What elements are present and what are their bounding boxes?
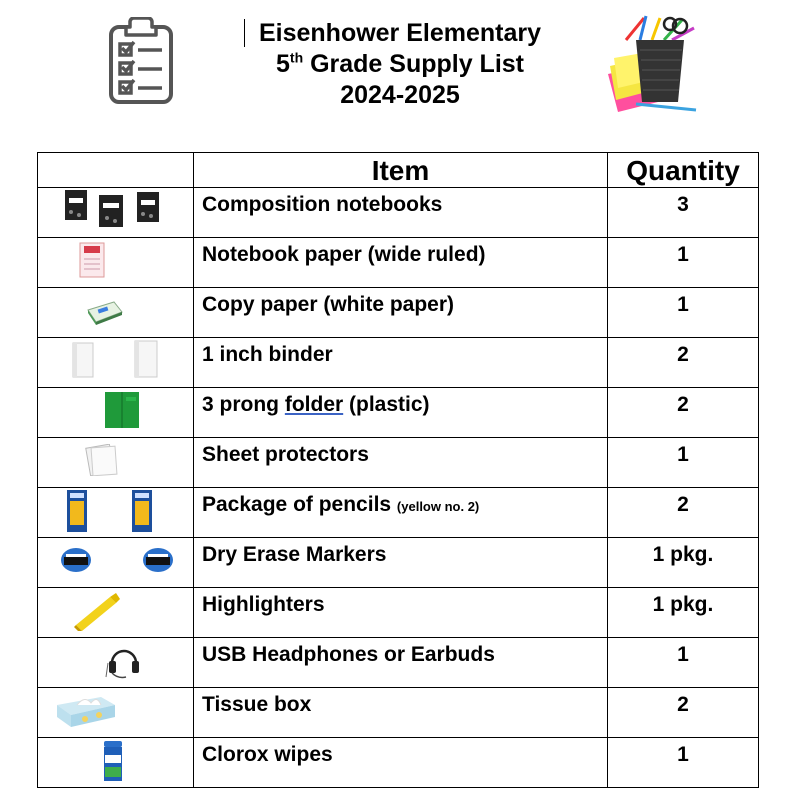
table-row <box>38 188 759 238</box>
item-quantity: 1 <box>608 438 759 488</box>
item-name: Sheet protectors <box>194 438 608 488</box>
grade-suffix: th <box>289 49 304 66</box>
table-row <box>38 488 759 538</box>
table-row <box>38 638 759 688</box>
table-row <box>38 588 759 638</box>
item-quantity: 1 <box>608 738 759 788</box>
item-column-header: Item <box>194 153 608 188</box>
clorox-wipes-icon <box>102 739 124 783</box>
item-name: Notebook paper (wide ruled) <box>194 238 608 288</box>
highlighter-icon <box>72 591 122 631</box>
pencil-cup-icon <box>606 14 700 114</box>
item-quantity: 1 <box>608 288 759 338</box>
quantity-column-header: Quantity <box>608 153 759 188</box>
green-folder-icon <box>104 391 140 429</box>
item-name: 1 inch binder <box>194 338 608 388</box>
table-row <box>38 538 759 588</box>
item-name: Composition notebooks <box>194 188 608 238</box>
sheet-protector-icon <box>82 444 122 476</box>
item-quantity: 2 <box>608 688 759 738</box>
item-quantity: 3 <box>608 188 759 238</box>
table-row <box>38 738 759 788</box>
dry-erase-marker-icon <box>60 546 176 576</box>
notebook-paper-icon <box>78 241 108 279</box>
item-name: Clorox wipes <box>194 738 608 788</box>
clipboard-checklist-icon <box>108 17 174 105</box>
item-quantity: 1 pkg. <box>608 588 759 638</box>
table-row <box>38 338 759 388</box>
item-name: Tissue box <box>194 688 608 738</box>
page-header <box>0 0 793 140</box>
table-row <box>38 388 759 438</box>
item-quantity: 1 <box>608 638 759 688</box>
item-name: Copy paper (white paper) <box>194 288 608 338</box>
item-quantity: 2 <box>608 488 759 538</box>
school-name: Eisenhower Elementary <box>258 19 542 47</box>
supply-table <box>37 152 759 788</box>
image-column-header <box>38 153 194 188</box>
table-row <box>38 238 759 288</box>
item-name: 3 prong folder (plastic) <box>194 388 608 438</box>
headphones-icon <box>104 643 144 679</box>
item-quantity: 1 <box>608 238 759 288</box>
table-row <box>38 438 759 488</box>
tissue-box-icon <box>55 693 117 729</box>
item-name: USB Headphones or Earbuds <box>194 638 608 688</box>
table-header-row <box>38 153 759 188</box>
item-name: Package of pencils (yellow no. 2) <box>194 488 608 538</box>
pencil-pack-icon <box>66 489 166 533</box>
copy-paper-icon <box>84 298 124 326</box>
item-quantity: 2 <box>608 338 759 388</box>
composition-notebook-icon <box>65 190 165 228</box>
binder-icon <box>71 340 165 380</box>
grade-number: 5 <box>276 50 290 78</box>
table-row <box>38 688 759 738</box>
item-name: Highlighters <box>194 588 608 638</box>
school-year: 2024-2025 <box>340 81 460 109</box>
table-row <box>38 288 759 338</box>
item-quantity: 1 pkg. <box>608 538 759 588</box>
page-title <box>230 18 570 111</box>
item-name: Dry Erase Markers <box>194 538 608 588</box>
grade-label: Grade Supply List <box>303 50 524 78</box>
grade-line <box>230 49 570 80</box>
item-quantity: 2 <box>608 388 759 438</box>
